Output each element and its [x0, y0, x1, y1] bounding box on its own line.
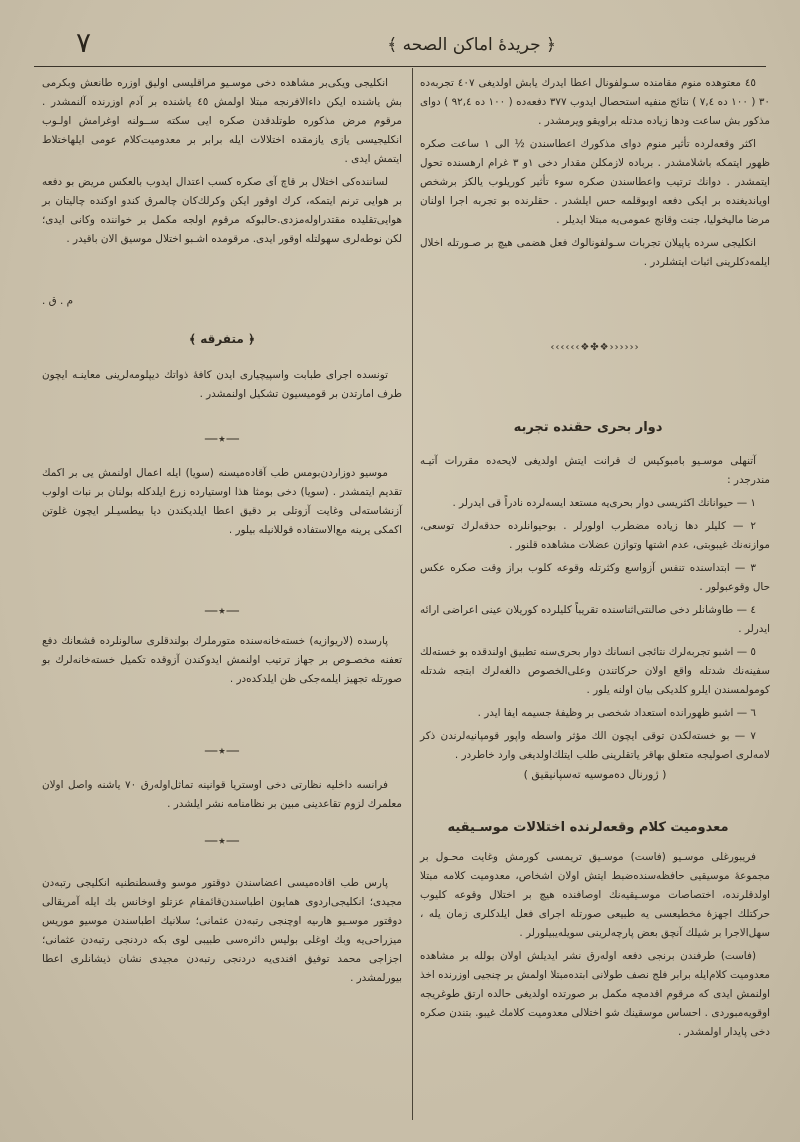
- paragraph: فريبورغلى موسـيو (فاست) موسـيق تريمسى كورمش وغايت محـول بر مجموعۀ موسيقيى حافظه‌سنده‌ضبط ايتش اولان اشخاص، معدوميت كلامه مبتلا اولدقلرنده، اختصاصات موسـيقيه‌نك اوصافنده هيچ بر اختلال وقوعه كليوب حركتلك اجهزۀ مخطيعسى يه طبيعى صورتله اجراى فعل ايلدكلرى زمان يله ، سهل‌الاجرا بر شيلك آنچق بعض پارچه‌لرينى سويله‌يبيلورلر .: [420, 851, 770, 939]
- news-item: موسيو دوزاردن‌بومس طب آقاده‌ميسنه (سويا) ايله اعمال اولنمش يى بر اكمك تقديم ايتمشدر . (سويا) دخى بومثا هذا اوستيارده زرع ايلدكله بولنان بر نبات اولوب آزنشاسته‌لى وغايت آزوتلى بر دقيق اعطا ايلديكندن ديا بيطسيـلر ايچون غلوتن اكمكى يرينه مع‌الاستفاده قوللانيله بيلور .: [42, 467, 402, 536]
- right-section-title: [420, 418, 770, 441]
- right-section2-title: [420, 818, 770, 841]
- source-citation: ( ژورنال دەموسیه تەسپانیقیق ): [523, 768, 667, 781]
- misc-item-3: [42, 632, 402, 693]
- left-column-top: [42, 74, 402, 253]
- misc-section-title: [42, 330, 402, 350]
- section-title: معدوميت كلام وقعه‌لرنده اختلالات موسـيقيه: [447, 820, 729, 835]
- column-divider: [412, 68, 413, 1120]
- paragraph: ٤٥ معتوهده منوم مقامنده سـولفونال اعطا ايدرك يابش اولديغى ٤٠٧ تجربه‌ده ٣٠ ( ١٠٠ ده ٧,٤ ) نتائج منفيه استحصال ايدوب ٣٧٧ دفعه‌ده ( ١٠٠ ده ٩٢,٤ ) دوای مذکور بش ساعت ودها زياده مدتله براويقو ويرمشدر .: [420, 77, 770, 127]
- numbered-point: ٤ — طاوشانلر دخى صالنتى‌اثناسنده تقريباً كليلرده كوريلان عينى اعراضى ارائه ايدرلر .: [420, 604, 770, 635]
- paragraph: انكليجى ويكى‌بر مشاهده دخى موسـيو مراقليسى اوليق اوزره طانعش وبكرمى بش ياشنده ايكن داءالافرنجه مبتلا اولمش ٤٥ ياشنده بر آدم اوزرنده آلنمشدر . مرقوم مرض مذكوره طوتلدقدن صكره ايى سكته ســولنه اوغرامش اولـوب انكليجيسى يازى يازمقده اختلالات ايله برابر بر معدوميت‌كلام عومى ايلهاختلاط ايتمش ايدى .: [42, 77, 402, 165]
- numbered-point: ٦ — اشبو ظهورانده استعداد شخصى بر وظيفۀ جسيمه ايفا ايدر .: [477, 707, 756, 719]
- misc-item-2: [42, 464, 402, 544]
- right-column-top: [420, 74, 770, 276]
- right-column-points: [420, 452, 770, 769]
- ornament-divider: ‹‹‹‹‹‹❖✤❖››››››: [550, 342, 640, 353]
- journal-title: ﴿ جريدۀ اماكن الصحه ﴾: [387, 35, 556, 55]
- paragraph: (فاست) طرفندن برنجى دفعه اولەرق نشر ايديلش اولان بولله بر مشاهده معدوميت كلام‌ايله برابر فلج نصف طولانى ابتده‌مبتلا اولمش بر چنجيى اوزرنده اخذ اولنمش ايدى كه مرقوم اقدمچه مكمل بر صورتده اولديغى حالده ارتق طوغريجه اوقويه‌مبوردى . احساس موسقينك شو اختلالى معدوميت كلامك غيبو. بتندن صكره دخى پايدار اولمشدر .: [420, 950, 770, 1038]
- news-item: پارس طب اقاده‌ميسى اعضاسندن دوقتور موسو وقسطنطنيه انكليجى رتبه‌دن مجيدى؛ انكليجى‌اردوى همايون اطباسندن‌قائمقام عزتلو اوخانس بك ايله آمريقالى دوقتور موسـيو هارىيه اوچنجى رتبه‌دن عثمانى؛ سلانيك اطباسندن موسيو موريس ميزراحى‌يه وبك اوغلى بوليس دائرەسى طبيبى لوى بكه دردنجى رتبه‌دن عثمانى؛ اجزاجى محمد توفيق افندى‌يه دردنجى رتبه‌دن مجيدى نشان ذيشانلرى اعطا بيورلمشدر .: [42, 877, 402, 984]
- numbered-point: ٧ — بو خسته‌لكدن توقى ايچون الك مؤثر واسطه واپور قومپانيه‌لرندن ذكر لامه‌لرى اصوليجه متعلق بهاقر ياتقلرينى طلب ايتلك‌اولدیغى وارد خاطردر .: [420, 730, 770, 761]
- item-separator: —٭—: [204, 603, 240, 619]
- numbered-point: ٣ — ابتداسنده تنفس آزواسع وكثرتله وقوعه كلوب براز وقت صكره عكس حال وقوعبولور .: [420, 562, 770, 593]
- news-item: فرانسه داخليه نظارتى دخى اوستريا قوانينه تماثل‌اولەرق ٧٠ ياشنه واصل اولان معلمرك لزوم تقاعدينى مبين بر نظامنامه نشر ايلشدر .: [42, 779, 402, 810]
- numbered-point: ١ — حيوانانك اكثريسى دوار بحرى‌يه مستعد ايسه‌لرده نادراً قى ايدرلر .: [452, 497, 756, 509]
- section-title: دوار بحرى حقنده تجربه: [513, 420, 663, 435]
- news-item: تونسده اجراى طبابت واسپيچيارى ايدن كافۀ ذواتك ديپلومەلرينى معاينـه ايچون طرف امارتدن بر قومیسیون تشكيل اولنمشدر .: [42, 369, 402, 400]
- signature: م . ق .: [42, 295, 74, 307]
- paragraph: اكثر وقعه‌لرده تأثير منوم دوای مذكورك اعطاسندن ½ الى ١ ساعت صكره ظهور ايتمكه باشلامشدر . برباده لازمكلن مقدار دخى ١و ٣ غرام ارهسنده تحول ايتمشدر . دوانك ترتيب واعطاسندن صكره سوء تأثير كوريلوب يالكز برشخص اويانديغنده بر ايكى دفعه اوبوقلمه حس ايلشدر . حقلرنده بو تجربه اجرا اولنان مرضا ماليخوليا، جنت وقانج عمومى‌يه مبتلا ايديلر .: [420, 138, 770, 226]
- news-item: پارسده (لاريوازيه) خسته‌خانه‌سنده متورملرك بولندقلرى سالونلرده قشعانك دفع تعفنه مخصـوص بر جهاز ترتيب اولنمش ايدوكندن آزوقده تكميل خسته‌خانه‌لرك بو صورتله تجهيز ايلمه‌جكى ظن ايلدكده‌در .: [42, 635, 402, 685]
- item-separator: —٭—: [204, 431, 240, 447]
- paragraph: لساننده‌كى اختلال بر قاچ آى صكره كسب اعتدال ايدوب بالعكس مريض بو دفعه بر هوايى ترنم ايتمكه، كرك اوقور ايكن وكرلك‌كان چالمرق كندو اوكنده چاليتان بر هوايى‌تقليده مقتدراولەمزدى.حالبوكه مرقوم اولجه مكمل بر خواننده وكانى ايدى؛ لكن نوطه‌لرى سهولتله اوقور ايدى. مرقومده اشـبو اختلال موسيق الان باقيدر .: [42, 176, 402, 245]
- paragraph: انكليجى سرده ياپيلان تجربات سـولفونالوك فعل هضمى هيچ بر صـورتله اخلال ايلمه‌دكلرينى اثبات ايتشلردر .: [420, 237, 770, 268]
- misc-item-1: [42, 366, 402, 408]
- right-column-bottom: [420, 848, 770, 1046]
- misc-item-4: [42, 776, 402, 818]
- page-header: [34, 24, 766, 67]
- page-number: ٧: [76, 26, 92, 59]
- section-intro: آتنهلى موسـيو بامبوكيس ك قرانت ايتش اولديغى لايحه‌ده مقررات آتيـه مندرجدر :: [420, 455, 770, 486]
- numbered-point: ٥ — اشبو تجربه‌لرك نتائجى انسانك دوار بحرى‌سنه تطبيق اولندقده بو خسته‌لك سفينه‌نك شدتله واقع اولان حركاتندن وعلى‌الخصوص دالغه‌لرك ابتجه شدتله كومولمسندن ايلرو كلديكى بيان اولنه يلور .: [420, 646, 770, 696]
- item-separator: —٭—: [204, 833, 240, 849]
- section-title: ﴿ متفرقه ﴾: [189, 332, 255, 346]
- item-separator: —٭—: [204, 743, 240, 759]
- misc-item-5: [42, 874, 402, 992]
- numbered-point: ٢ — كليلر دها زياده مضطرب اولورلر . بوحيوانلرده حدقه‌لرك توسعى، موازنه‌نك غيبوبتى، عدم اشتها وتوازن عضلات مشاهده قلنور .: [420, 520, 770, 551]
